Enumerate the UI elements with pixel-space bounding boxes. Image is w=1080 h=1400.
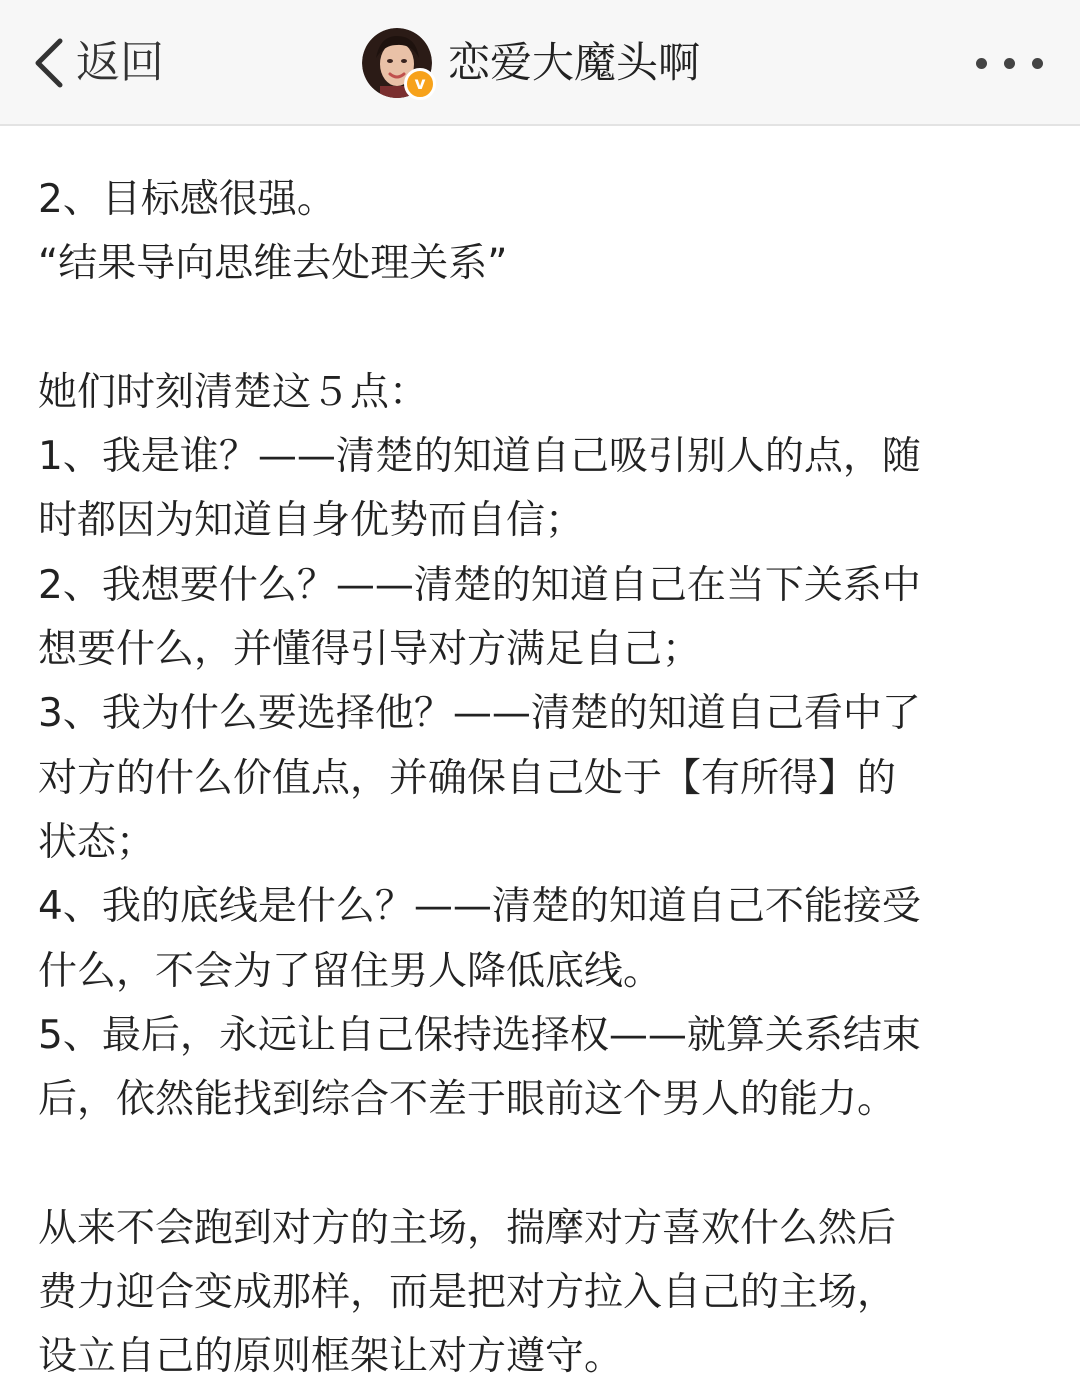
avatar[interactable] <box>362 28 432 98</box>
post-line: 2、我想要什么？——清楚的知道自己在当下关系中 <box>38 562 921 608</box>
post-line: 想要什么，并懂得引导对方满足自己； <box>38 627 702 673</box>
user-name[interactable]: 恋爱大魔头啊 <box>448 38 701 87</box>
post-line: 从来不会跑到对方的主场，揣摩对方喜欢什么然后 <box>38 1205 897 1251</box>
post-line: 设立自己的原则框架让对方遵守。 <box>38 1334 624 1380</box>
post-line: 4、我的底线是什么？——清楚的知道自己不能接受 <box>38 884 921 930</box>
post-line: 时都因为知道自身优势而自信； <box>38 498 585 544</box>
blank-line <box>38 1132 1048 1196</box>
post-line: 对方的什么价值点，并确保自己处于【有所得】的 <box>38 755 897 801</box>
post-line: 费力迎合变成那样，而是把对方拉入自己的主场， <box>38 1270 897 1316</box>
more-dots-icon <box>976 58 987 69</box>
post-line: 状态； <box>38 819 156 865</box>
blank-line <box>38 297 1048 361</box>
post-line: 2、目标感很强。 <box>38 177 336 222</box>
post-line: “结果导向思维去处理关系” <box>38 241 508 287</box>
back-label: 返回 <box>76 37 164 88</box>
post-line: 她们时刻清楚这５点： <box>38 369 429 415</box>
user-title[interactable] <box>362 26 700 100</box>
post-line: 什么，不会为了留住男人降低底线。 <box>38 948 663 994</box>
more-button[interactable] <box>974 44 1044 84</box>
post-line: 1、我是谁？——清楚的知道自己吸引别人的点，随 <box>38 434 921 480</box>
chevron-left-icon <box>30 35 70 91</box>
verified-badge-icon: v <box>404 68 436 100</box>
post-line: 后，依然能找到综合不差于眼前这个男人的能力。 <box>38 1077 897 1123</box>
more-dots-icon <box>1032 58 1043 69</box>
back-button[interactable] <box>30 30 164 96</box>
nav-bar <box>0 0 1080 126</box>
post-line: 3、我为什么要选择他？——清楚的知道自己看中了 <box>38 691 921 737</box>
post-line: 5、最后，永远让自己保持选择权——就算关系结束 <box>38 1012 921 1058</box>
post-content <box>38 168 1048 1390</box>
more-dots-icon <box>1004 58 1015 69</box>
